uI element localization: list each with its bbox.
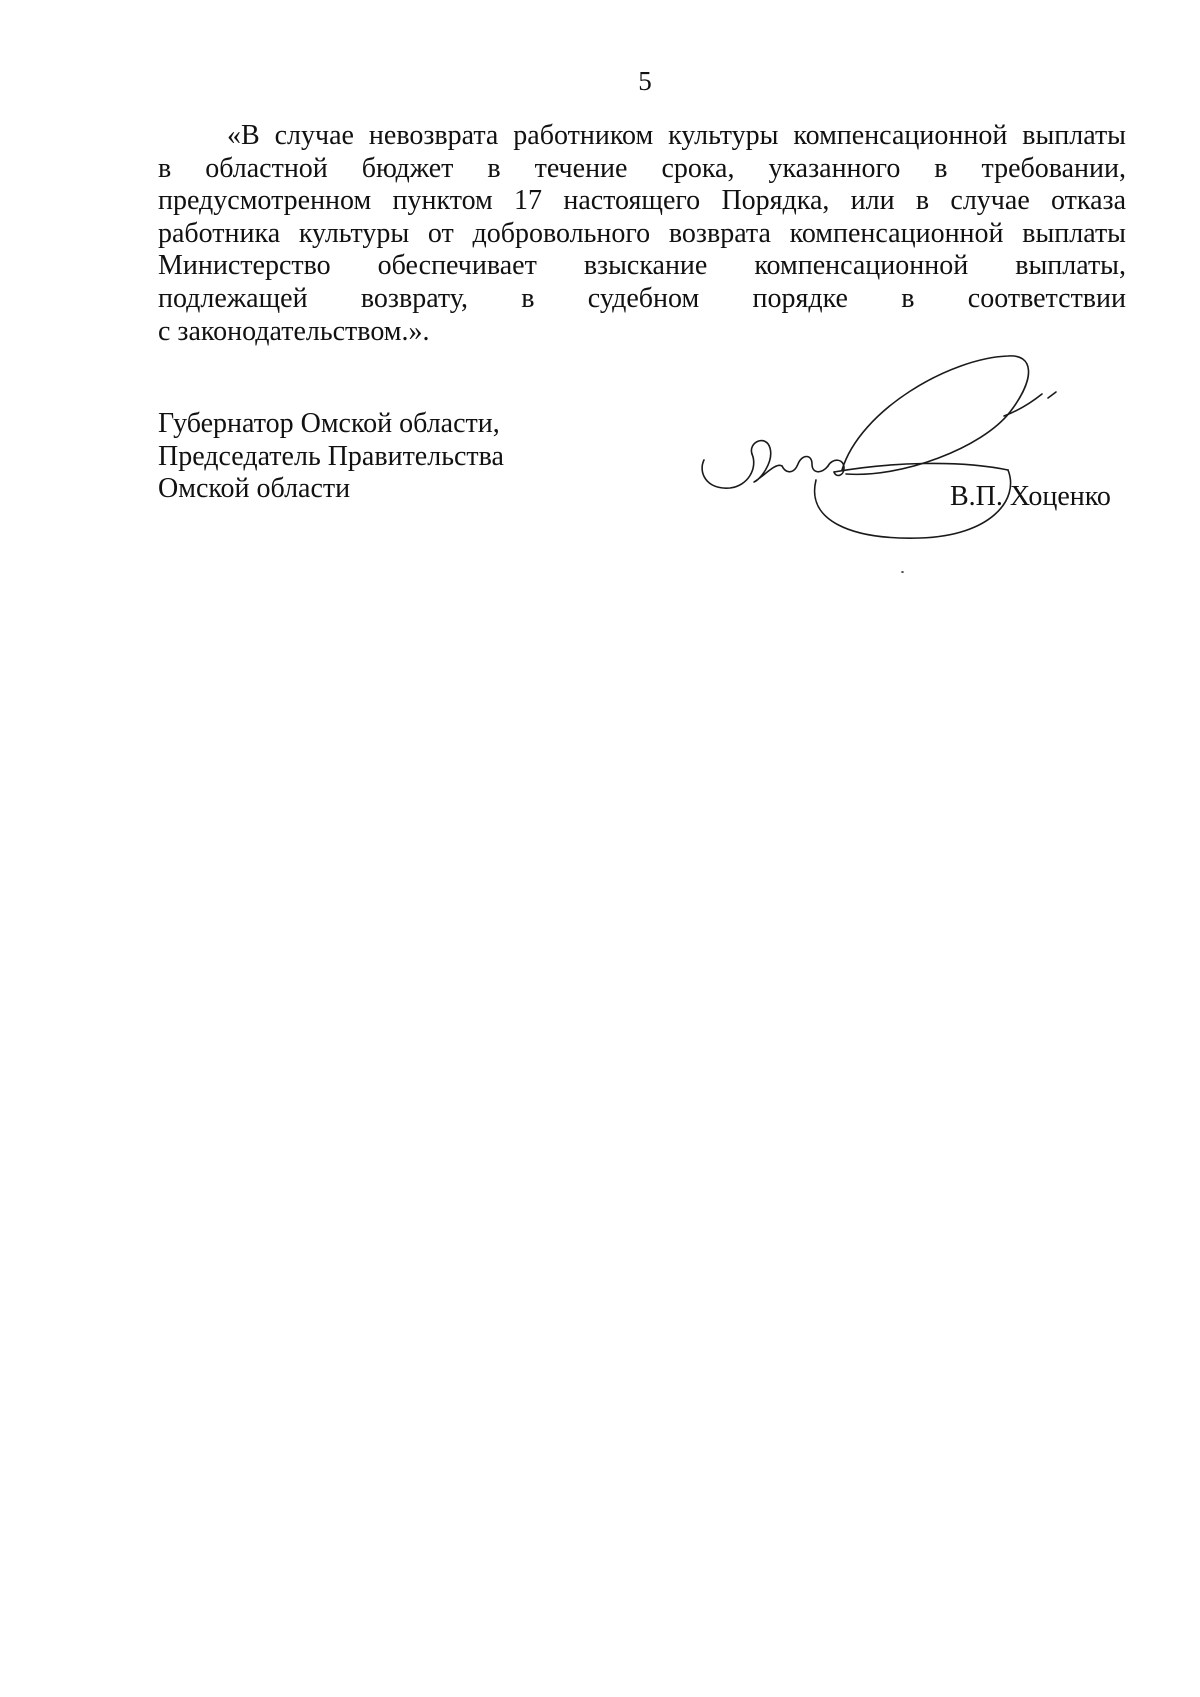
paragraph-line: в областной бюджет в течение срока, указанного в требовании, — [158, 152, 1126, 184]
signature-icon — [690, 350, 1110, 590]
signer-name: В.П. Хоценко — [950, 481, 1111, 512]
signatory-title-line: Губернатор Омской области, — [158, 408, 500, 439]
paragraph-line: предусмотренном пунктом 17 настоящего Порядка, или в случае отказа — [158, 185, 1126, 217]
page-number: 5 — [638, 66, 652, 96]
paragraph-line: Министерство обеспечивает взыскание компенсационной выплаты, — [158, 250, 1126, 282]
signatory-title — [158, 408, 504, 506]
paragraph-line: с законодательством.». — [158, 315, 430, 347]
signatory-title-line: Председатель Правительства — [158, 440, 504, 472]
paragraph-line: подлежащей возврату, в судебном порядке в соответствии — [158, 282, 1126, 314]
paragraph-line: «В случае невозврата работником культуры компенсационной выплаты — [227, 120, 1126, 151]
signatory-title-line: Омской области — [158, 473, 351, 504]
paragraph — [158, 120, 1126, 348]
paragraph-line: работника культуры от добровольного возврата компенсационной выплаты — [158, 217, 1126, 249]
